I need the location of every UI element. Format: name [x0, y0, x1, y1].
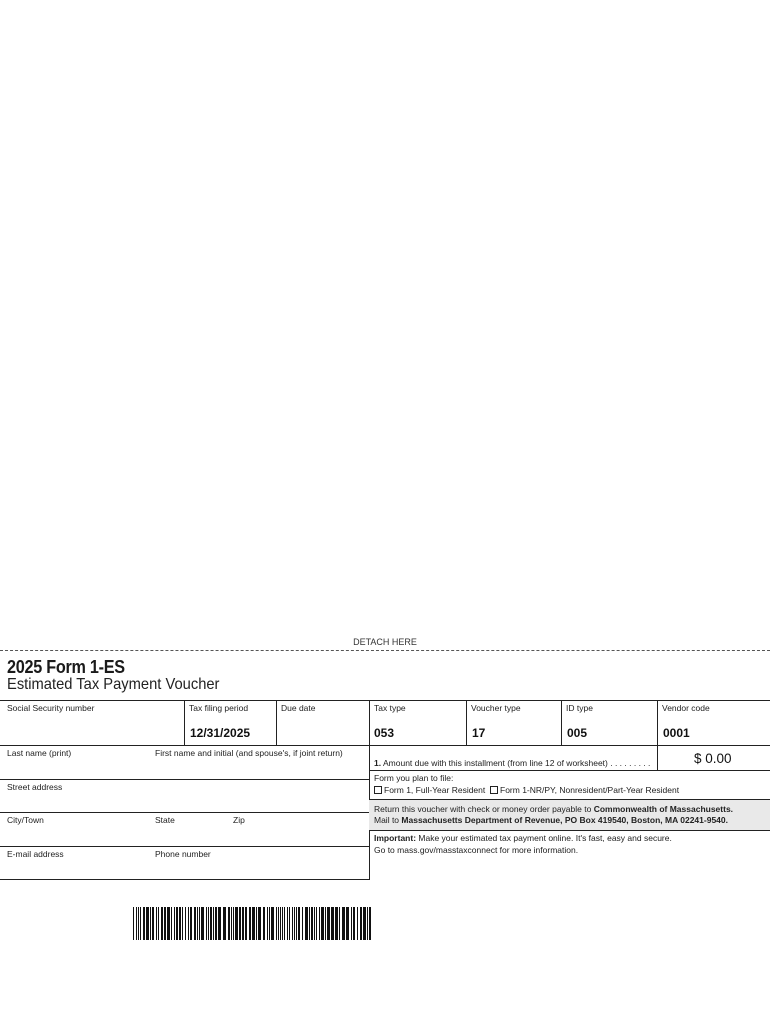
tax-filing-period-value: 12/31/2025	[190, 726, 251, 740]
row-street-bottom	[0, 812, 369, 813]
tax-type-label: Tax type	[374, 703, 406, 713]
tax-filing-period-label: Tax filing period	[189, 703, 249, 713]
due-date-label: Due date	[281, 703, 316, 713]
amount-line-text: Amount due with this installment (from line 12 of worksheet) . . . . . . . . .	[383, 758, 651, 768]
detach-here-label: DETACH HERE	[353, 637, 417, 647]
row-name-bottom	[0, 779, 369, 780]
payee-name: Commonwealth of Massachusetts.	[593, 804, 734, 814]
form1nr-checkbox[interactable]	[490, 786, 498, 794]
divider-ssn	[184, 700, 185, 745]
tax-type-value: 053	[374, 726, 395, 740]
divider-center	[369, 700, 370, 880]
row-city-bottom	[0, 846, 369, 847]
detach-dashed-line	[0, 650, 770, 651]
row-email-bottom	[0, 879, 369, 880]
city-label: City/Town	[7, 815, 44, 825]
form-subtitle: Estimated Tax Payment Voucher	[7, 676, 220, 693]
voucher-top-border	[0, 700, 770, 701]
important-line1	[374, 833, 672, 843]
first-name-label: First name and initial (and spouse's, if joint return)	[155, 748, 343, 758]
last-name-label: Last name (print)	[7, 748, 72, 758]
voucher-type-value: 17	[472, 726, 486, 740]
id-type-value: 005	[567, 726, 588, 740]
return-info-prefix: Return this voucher with check or money order payable to	[374, 804, 594, 814]
form1-option-label: Form 1, Full-Year Resident	[384, 785, 486, 795]
important-text: Make your estimated tax payment online. It's fast, easy and secure.	[416, 833, 672, 843]
divider-period	[276, 700, 277, 745]
vendor-code-value: 0001	[663, 726, 690, 740]
return-info-line1	[374, 804, 733, 814]
id-type-label: ID type	[566, 703, 593, 713]
form-title: 2025 Form 1-ES	[7, 657, 125, 677]
important-label: Important:	[374, 833, 417, 843]
state-label: State	[155, 815, 175, 825]
divider-vouchertype	[561, 700, 562, 745]
voucher-type-label: Voucher type	[471, 703, 521, 713]
amount-line	[374, 758, 650, 768]
barcode-image	[133, 907, 371, 940]
return-info-line2	[374, 815, 728, 825]
form-plan-label: Form you plan to file:	[374, 773, 454, 783]
phone-label: Phone number	[155, 849, 211, 859]
mail-to-prefix: Mail to	[374, 815, 402, 825]
email-label: E-mail address	[7, 849, 64, 859]
form1nr-option-label: Form 1-NR/PY, Nonresident/Part-Year Resident	[500, 785, 680, 795]
divider-idtype	[657, 700, 658, 770]
form-plan-options	[374, 785, 679, 795]
form1-checkbox[interactable]	[374, 786, 382, 794]
amount-value: $ 0.00	[694, 751, 732, 766]
row1-bottom-border	[0, 745, 770, 746]
amount-row-bottom	[369, 770, 770, 771]
mailing-address: Massachusetts Department of Revenue, PO Box 419540, Boston, MA 02241-9540.	[401, 815, 728, 825]
vendor-code-label: Vendor code	[662, 703, 710, 713]
amount-line-number: 1.	[374, 758, 382, 768]
street-address-label: Street address	[7, 782, 63, 792]
ssn-label: Social Security number	[7, 703, 95, 713]
zip-label: Zip	[233, 815, 245, 825]
important-line2: Go to mass.gov/masstaxconnect for more information.	[374, 845, 579, 855]
divider-taxtype	[466, 700, 467, 745]
